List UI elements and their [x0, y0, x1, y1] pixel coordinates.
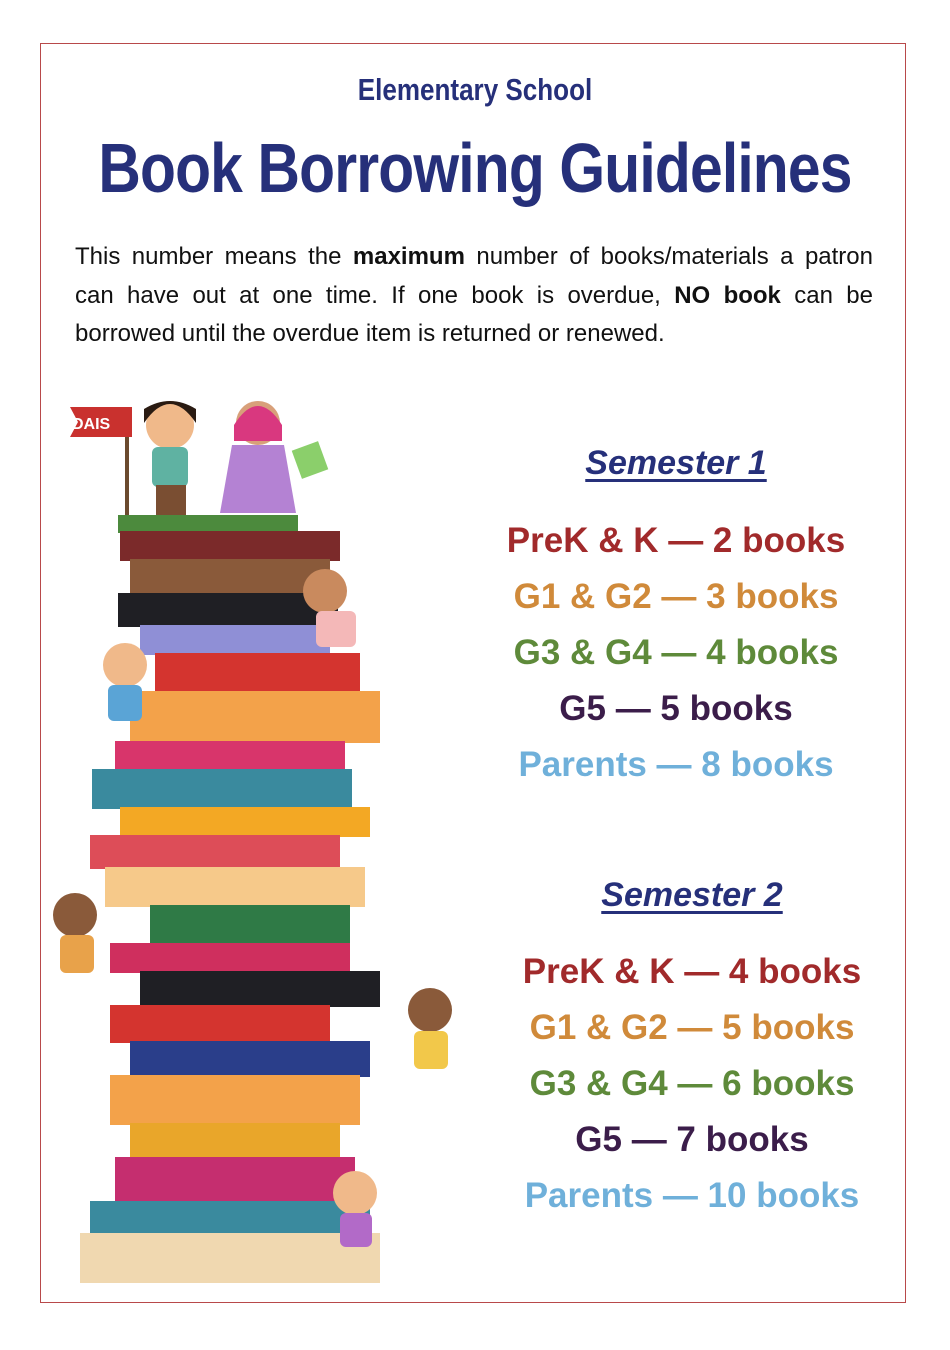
semester-1-limit: G3 & G4 — 4 books	[513, 633, 839, 672]
intro-text-3: can be borrowed until the overdue item is returned or renewed.	[75, 281, 874, 347]
intro-text-2: number of books/materials a patron can have out at one time. If one book is overdue,	[75, 243, 873, 309]
semester-1-limit: PreK & K — 2 books	[506, 521, 846, 560]
page-title: Book Borrowing Guidelines	[98, 129, 852, 207]
intro-bold-no-book: NO book	[674, 281, 781, 309]
flag-icon	[70, 407, 132, 525]
semester-1-heading: Semester 1	[585, 444, 767, 482]
semester-2-limit: Parents — 10 books	[524, 1176, 860, 1215]
kids-on-book-stack-illustration	[20, 385, 500, 1305]
semester-1-limit: G1 & G2 — 3 books	[513, 577, 839, 616]
intro-text-1: This number means the	[75, 243, 353, 270]
child-figure	[144, 401, 196, 515]
semester-2-limit: G3 & G4 — 6 books	[529, 1064, 855, 1103]
semester-1-limit: G5 — 5 books	[559, 689, 793, 728]
semester-2-limit: G5 — 7 books	[575, 1120, 809, 1159]
semester-2-limit: PreK & K — 4 books	[522, 952, 862, 991]
semester-2-limit: G1 & G2 — 5 books	[529, 1008, 855, 1047]
intro-paragraph	[75, 238, 873, 354]
semester-1-limit: Parents — 8 books	[518, 745, 834, 784]
semester-2-heading: Semester 2	[601, 876, 783, 914]
child-figure	[103, 643, 147, 721]
flag-text: DAIS	[72, 416, 111, 433]
child-figure	[408, 988, 452, 1069]
child-figure	[220, 401, 328, 513]
school-subtitle: Elementary School	[357, 72, 593, 107]
child-figure	[53, 893, 97, 973]
intro-bold-maximum: maximum	[352, 243, 465, 270]
